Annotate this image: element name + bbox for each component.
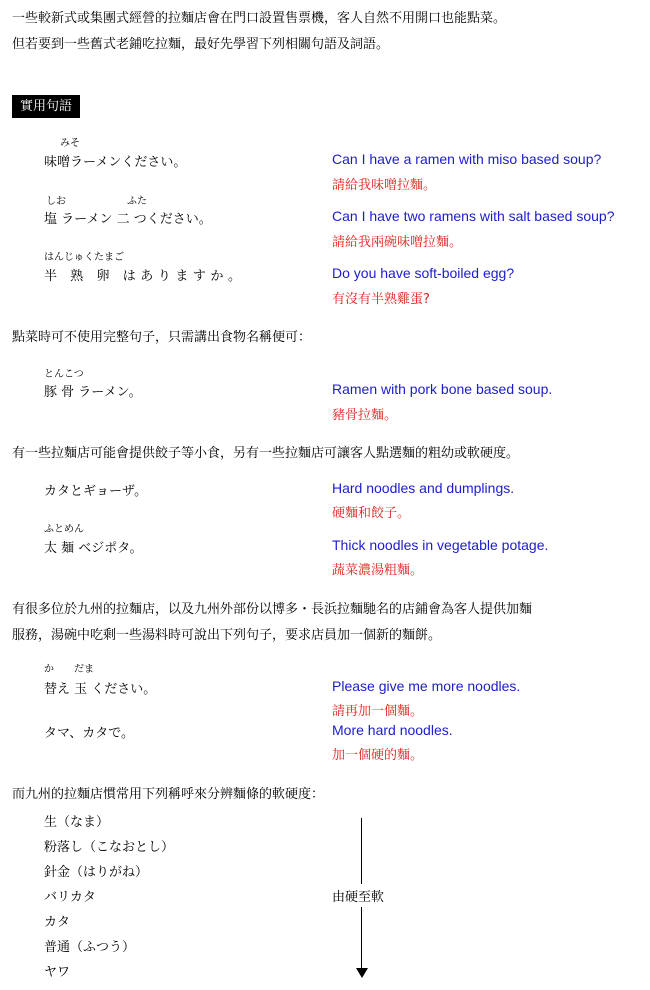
phrase-egg-zh: 有沒有半熟雞蛋?	[332, 292, 430, 307]
phrase-kaedama-en: Please give me more noodles.	[332, 678, 521, 694]
phrase-tonkotsu-en: Ramen with pork bone based soup.	[332, 381, 553, 397]
phrase-gyoza-zh: 硬麵和餃子。	[332, 506, 411, 521]
note-order: 點菜時可不使用完整句子，只需講出食物名稱便可：	[12, 330, 312, 345]
note-hardness: 而九州的拉麵店慣常用下列稱呼來分辨麵條的軟硬度：	[12, 787, 325, 802]
phrase-tama-en: More hard noodles.	[332, 722, 453, 738]
phrase-miso-zh: 請給我味噌拉麵。	[332, 178, 437, 193]
section-title: 實用句語	[12, 95, 80, 118]
note-kaedama-2: 服務，湯碗中吃剩一些湯料時可說出下列句子，要求店員加一個新的麵餅。	[12, 628, 442, 643]
hardness-arrow-label: 由硬至軟	[332, 884, 384, 907]
phrase-tama-zh: 加一個硬的麵。	[332, 748, 424, 763]
phrase-gyoza-en: Hard noodles and dumplings.	[332, 480, 515, 496]
phrase-tonkotsu-jp: 豚 骨 ラーメン。	[44, 385, 142, 400]
hardness-level: ヤワ	[44, 965, 71, 980]
phrase-tonkotsu-zh: 豬骨拉麵。	[332, 408, 398, 423]
phrase-kaedama-zh: 請再加一個麵。	[332, 704, 424, 719]
ruby-hanjuku: はんじゅくたまご	[44, 252, 124, 263]
phrase-tama-jp: タマ、カタで。	[44, 726, 134, 741]
intro-line-1: 一些較新式或集團式經營的拉麵店會在門口設置售票機，客人自然不用開口也能點菜。	[12, 11, 507, 26]
ruby-miso: みそ	[60, 138, 80, 149]
phrase-kaedama-jp: 替え 玉 ください。	[44, 682, 157, 697]
ruby-futa: ふた	[127, 196, 147, 207]
phrase-futomen-jp: 太 麺 ベジポタ。	[44, 541, 143, 556]
hardness-level: 普通（ふつう）	[44, 940, 136, 955]
ruby-futomen: ふとめん	[44, 524, 84, 535]
arrow-down-icon	[356, 968, 368, 978]
phrase-shio-en: Can I have two ramens with salt based soup?	[332, 208, 615, 224]
hardness-level: カタ	[44, 915, 71, 930]
intro-line-2: 但若要到一些舊式老鋪吃拉麵，最好先學習下列相關句語及詞語。	[12, 37, 390, 52]
note-kaedama-1: 有很多位於九州的拉麵店，以及九州外部份以博多・長浜拉麵馳名的店鋪會為客人提供加麵	[12, 602, 533, 617]
phrase-futomen-en: Thick noodles in vegetable potage.	[332, 537, 549, 553]
hardness-level: バリカタ	[44, 890, 96, 905]
phrase-shio-jp: 塩 ラーメン 二 つください。	[44, 212, 212, 227]
note-sides: 有一些拉麵店可能會提供餃子等小食，另有一些拉麵店可讓客人點選麵的粗幼或軟硬度。	[12, 446, 520, 461]
phrase-egg-jp: 半 熟 卵 はありますか。	[44, 269, 246, 284]
phrase-egg-en: Do you have soft-boiled egg?	[332, 265, 515, 281]
phrase-futomen-zh: 蔬菜濃湯粗麵。	[332, 563, 424, 578]
ruby-shio: しお	[46, 196, 66, 207]
ruby-dama: だま	[74, 664, 94, 675]
hardness-level: 針金（はりがね）	[44, 865, 149, 880]
hardness-level: 粉落し（こなおとし）	[44, 840, 175, 855]
phrase-gyoza-jp: カタとギョーザ。	[44, 484, 148, 499]
phrase-miso-en: Can I have a ramen with miso based soup?	[332, 151, 602, 167]
ruby-ka: か	[44, 664, 54, 675]
hardness-level: 生（なま）	[44, 815, 110, 830]
ruby-tonkotsu: とんこつ	[44, 369, 84, 380]
phrase-miso-jp: 味噌ラーメンください。	[44, 155, 187, 170]
phrase-shio-zh: 請給我兩碗味噌拉麵。	[332, 235, 463, 250]
